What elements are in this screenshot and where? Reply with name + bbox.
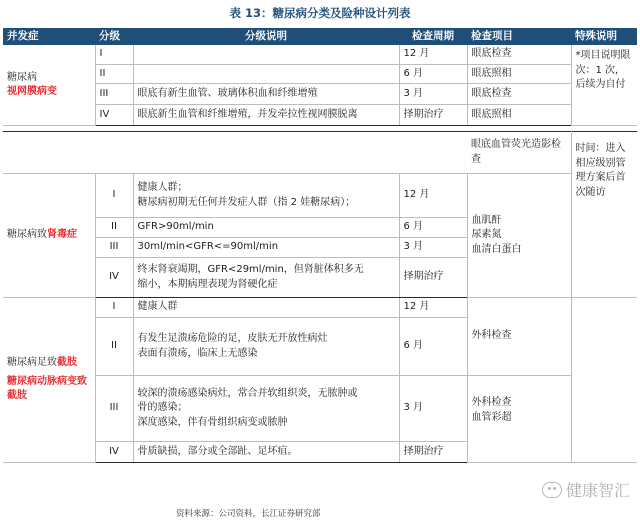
classification-table — [3, 28, 637, 463]
description-cell — [133, 45, 399, 64]
period-cell: 6 月 — [399, 64, 467, 84]
header-grade-description: 分级说明 — [133, 28, 399, 45]
foot-exam-a: 外科检查 — [467, 298, 571, 376]
description-line: 健康人群； — [137, 182, 188, 193]
header-check-period: 检查周期 — [399, 28, 467, 45]
grade-cell: I — [95, 174, 133, 218]
complication-foot — [3, 298, 95, 463]
description-line: 缩小，本期病理表现为肾硬化症 — [137, 278, 278, 290]
header-special-notes: 特殊说明 — [571, 28, 637, 45]
exam-item: 血管彩超 — [471, 411, 512, 423]
period-cell: 12 月 — [399, 45, 467, 64]
period-cell: 3 月 — [399, 84, 467, 105]
complication-retinopathy — [3, 45, 95, 126]
watermark-text: 健康智汇 — [565, 481, 630, 500]
complication-kidney — [3, 174, 95, 298]
period-cell: 3 月 — [399, 376, 467, 442]
period-cell: 择期治疗 — [399, 442, 467, 463]
grade-cell: IV — [95, 258, 133, 298]
grade-cell: III — [95, 376, 133, 442]
grade-cell: II — [95, 318, 133, 376]
table-row — [3, 45, 637, 64]
description-line: 有发生足溃疡危险的足，皮肤无开放性病灶 — [137, 333, 328, 344]
header-check-items: 检查项目 — [467, 28, 571, 45]
table-row — [3, 298, 637, 318]
description-cell: 30ml/min<GFR<=90ml/min — [133, 238, 399, 258]
table-row — [3, 376, 637, 442]
complication-highlight: 糖尿病动脉病变致截肢 — [7, 375, 87, 402]
description-line: 深度感染，伴有骨组织病变或脓肿 — [137, 416, 288, 428]
exam-cell: 眼底照相 — [467, 64, 571, 84]
description-cell — [133, 64, 399, 84]
page-title: 表 13：糖尿病分类及险种设计列表 — [229, 6, 411, 20]
description-cell: 眼底新生血管和纤维增殖，并发牵拉性视网膜脱离 — [133, 105, 399, 126]
table-header — [3, 28, 637, 45]
complication-highlight: 肾毒症 — [47, 229, 77, 241]
grade-cell: II — [95, 64, 133, 84]
description-cell — [133, 376, 399, 442]
description-line: 较深的溃疡感染病灶，常合并软组织炎，无脓肿或 — [137, 387, 358, 399]
description-cell: 骨质缺损，部分或全部趾、足坏疽。 — [133, 442, 399, 463]
watermark — [542, 478, 630, 501]
complication-highlight: 截肢 — [57, 357, 77, 369]
description-cell: 眼底有新生血管、玻璃体积血和纤维增殖 — [133, 84, 399, 105]
kidney-exams — [467, 174, 571, 298]
exam-item: 尿素氮 — [471, 229, 502, 241]
retinopathy-note: *项目说明限次：1 次，后续为自付 — [571, 45, 637, 126]
grade-cell: III — [95, 238, 133, 258]
exam-cell: 眼底检查 — [467, 84, 571, 105]
table-row — [3, 174, 637, 218]
description-cell — [133, 318, 399, 376]
exam-cell: 眼底检查 — [467, 45, 571, 64]
period-cell: 6 月 — [399, 218, 467, 238]
grade-cell: I — [95, 298, 133, 318]
period-cell: 6 月 — [399, 318, 467, 376]
table-row — [3, 132, 637, 174]
grade-cell: IV — [95, 105, 133, 126]
foot-exam-b — [467, 376, 571, 463]
period-cell: 择期治疗 — [399, 258, 467, 298]
grade-cell: IV — [95, 442, 133, 463]
complication-highlight: 视网膜病变 — [7, 86, 57, 97]
header-grade: 分级 — [95, 28, 133, 45]
exam-cell: 眼底照相 — [467, 105, 571, 126]
period-cell: 12 月 — [399, 174, 467, 218]
table-row — [3, 84, 637, 105]
description-line: 终末肾衰竭期，GFR<29ml/min，但肾脏体积多无 — [137, 264, 364, 275]
description-cell — [133, 258, 399, 298]
header-complication: 并发症 — [3, 28, 95, 45]
exam-item: 血肌酐 — [471, 214, 502, 226]
description-line: 骨的感染； — [137, 402, 188, 414]
exam-cell-angiography: 眼底血管荧光造影检查 — [467, 132, 571, 174]
complication-label: 糖尿病 — [7, 71, 37, 83]
grade-cell: I — [95, 45, 133, 64]
table-row — [3, 105, 637, 126]
description-cell: 健康人群 — [133, 298, 399, 318]
complication-label: 糖尿病足致 — [7, 357, 57, 369]
source-note: 资料来源：公司资料，长江证券研究部 — [176, 509, 321, 519]
kidney-note: 时间：进入相应级别管理方案后首次随访 — [571, 132, 637, 298]
period-cell: 3 月 — [399, 238, 467, 258]
table-row — [3, 64, 637, 84]
wechat-icon — [542, 482, 562, 498]
period-cell: 择期治疗 — [399, 105, 467, 126]
description-cell — [133, 174, 399, 218]
description-line: 表面有溃疡，临床上无感染 — [137, 347, 258, 359]
period-cell: 12 月 — [399, 298, 467, 318]
description-cell: GFR>90ml/min — [133, 218, 399, 238]
grade-cell: III — [95, 84, 133, 105]
exam-item: 血清白蛋白 — [471, 243, 522, 255]
grade-cell: II — [95, 218, 133, 238]
complication-label: 糖尿病致 — [7, 229, 47, 241]
description-line: 糖尿病初期无任何并发症人群（指 2 娃糖尿病）； — [137, 196, 356, 208]
exam-item: 外科检查 — [471, 397, 512, 408]
